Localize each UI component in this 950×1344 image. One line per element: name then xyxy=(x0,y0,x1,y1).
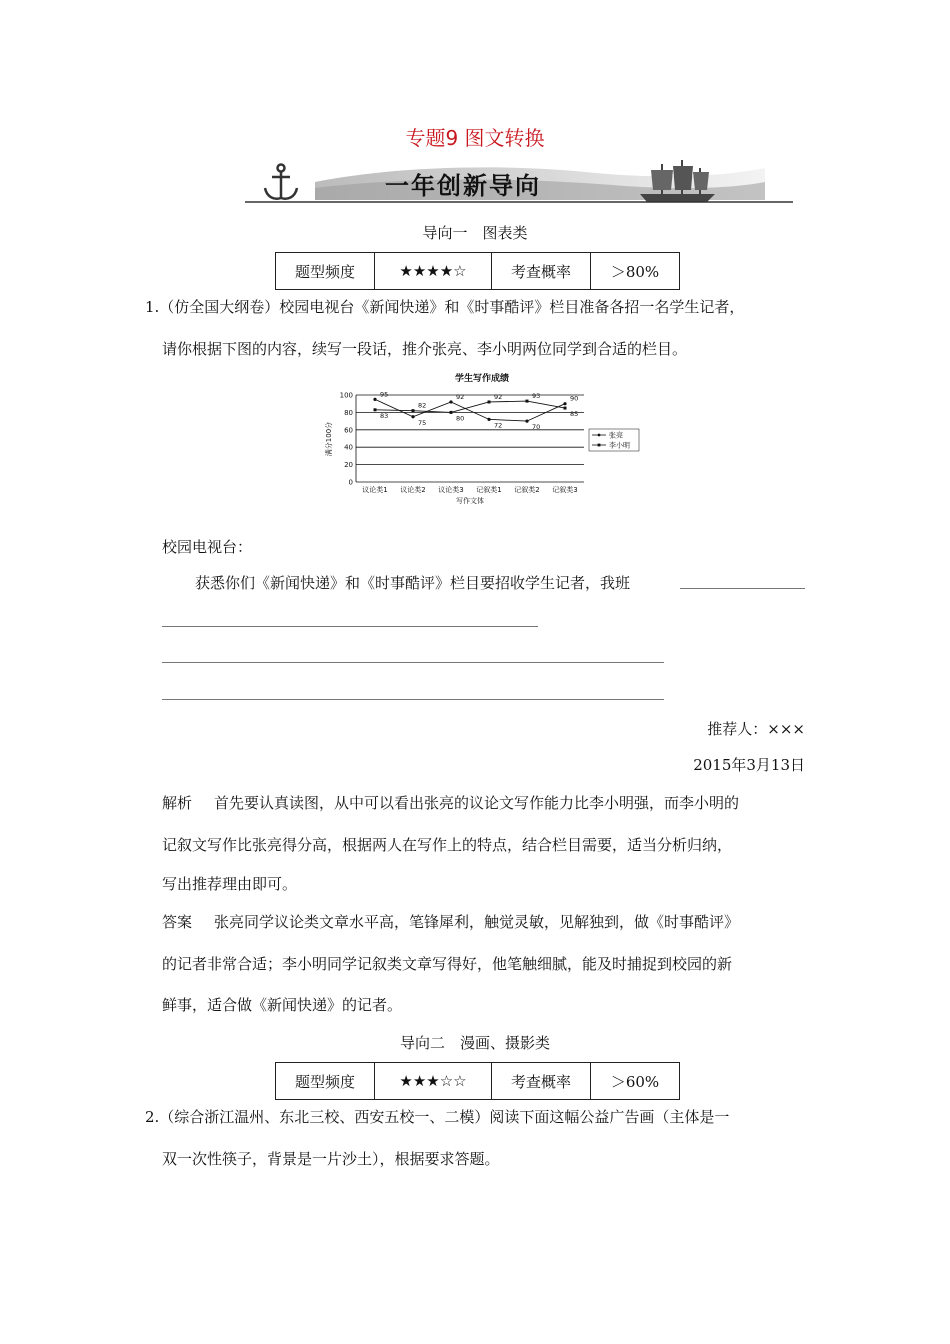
data-label: 95 xyxy=(380,390,389,399)
prob-label: 考查概率 xyxy=(492,1063,591,1100)
q2-line1: 2.（综合浙江温州、东北三校、西安五校一、二模）阅读下面这幅公益广告画（主体是一 xyxy=(145,1108,730,1126)
x-tick-label: 议论类1 xyxy=(362,486,388,494)
chart-title: 学生写作成绩 xyxy=(454,374,510,384)
y-tick-label: 40 xyxy=(344,443,353,452)
data-label: 75 xyxy=(418,418,427,427)
frequency-table-1 xyxy=(275,252,680,290)
q1-salutation: 校园电视台： xyxy=(162,538,253,556)
data-point xyxy=(526,400,529,403)
data-label: 82 xyxy=(418,401,427,410)
x-tick-label: 记叙类2 xyxy=(514,486,540,494)
x-tick-label: 记叙类1 xyxy=(476,486,502,494)
answer-blank-1[interactable] xyxy=(680,588,805,589)
freq-label: 题型频度 xyxy=(276,253,375,290)
data-point xyxy=(449,400,452,403)
answer-blank-4[interactable] xyxy=(162,699,664,700)
data-label: 90 xyxy=(570,394,579,403)
legend-series-2: 李小明 xyxy=(609,441,630,450)
page-title: 专题9 图文转换 xyxy=(405,126,545,150)
x-tick-label: 议论类2 xyxy=(400,486,426,494)
chart-legend xyxy=(589,429,639,451)
section1-heading: 导向一 图表类 xyxy=(422,224,528,242)
chart-ylabel: 满分100分 xyxy=(325,421,333,457)
q1-signature: 推荐人：××× xyxy=(707,720,805,738)
q1-line2: 请你根据下图的内容，续写一段话，推介张亮、李小明两位同学到合适的栏目。 xyxy=(162,340,688,358)
data-point xyxy=(450,411,453,414)
freq-label: 题型频度 xyxy=(276,1063,375,1100)
data-label: 72 xyxy=(494,421,503,430)
freq-stars: ★★★☆☆ xyxy=(375,1063,492,1100)
data-point xyxy=(564,407,567,410)
data-point xyxy=(563,402,566,405)
data-point xyxy=(374,408,377,411)
q1-body-start: 获悉你们《新闻快递》和《时事酷评》栏目要招收学生记者，我班 xyxy=(195,574,631,592)
legend-series-1: 张亮 xyxy=(609,431,623,440)
y-tick-label: 80 xyxy=(344,408,353,417)
frequency-table-2 xyxy=(275,1062,680,1100)
answer-label: 答案 xyxy=(162,913,193,931)
freq-stars: ★★★★☆ xyxy=(375,253,492,290)
y-tick-label: 60 xyxy=(344,426,353,435)
answer-line1: 答案 张亮同学议论类文章水平高，笔锋犀利，触觉灵敏，见解独到，做《时事酷评》 xyxy=(162,913,740,931)
prob-label: 考查概率 xyxy=(492,253,591,290)
data-point xyxy=(487,418,490,421)
analysis-line1: 解析 首先要认真读图，从中可以看出张亮的议论文写作能力比李小明强，而李小明的 xyxy=(162,794,740,812)
chart-xlabel: 写作文体 xyxy=(456,497,484,505)
banner-text: 一年创新导向 xyxy=(385,172,541,200)
data-label: 93 xyxy=(532,392,541,401)
anchor-icon xyxy=(265,165,297,199)
analysis-line2: 记叙文写作比张亮得分高，根据两人在写作上的特点，结合栏目需要，适当分析归纳， xyxy=(162,836,733,854)
data-point xyxy=(488,400,491,403)
q2-line2: 双一次性筷子，背景是一片沙土），根据要求答题。 xyxy=(162,1150,500,1168)
answer-blank-2[interactable] xyxy=(162,626,538,627)
q1-date: 2015年3月13日 xyxy=(693,756,805,774)
q1-line1: 1.（仿全国大纲卷）校园电视台《新闻快递》和《时事酷评》栏目准备各招一名学生记者， xyxy=(145,298,745,316)
section2-heading: 导向二 漫画、摄影类 xyxy=(399,1034,550,1052)
x-tick-label: 议论类3 xyxy=(438,486,464,494)
line-chart xyxy=(322,367,652,507)
y-tick-label: 20 xyxy=(344,461,353,470)
x-tick-label: 记叙类3 xyxy=(552,486,578,494)
analysis-label: 解析 xyxy=(162,794,193,812)
y-tick-label: 100 xyxy=(339,391,353,400)
y-tick-label: 0 xyxy=(348,478,353,487)
data-label: 83 xyxy=(380,411,389,420)
data-label: 80 xyxy=(456,414,465,423)
prob-value: ＞60% xyxy=(591,1063,680,1100)
data-point xyxy=(411,415,414,418)
data-label: 92 xyxy=(456,392,465,401)
data-label: 92 xyxy=(494,392,503,401)
data-label: 70 xyxy=(532,423,541,432)
analysis-line3: 写出推荐理由即可。 xyxy=(162,875,298,893)
data-point xyxy=(373,398,376,401)
data-point xyxy=(412,409,415,412)
answer-line2: 的记者非常合适；李小明同学记叙类文章写得好，他笔触细腻，能及时捕捉到校园的新 xyxy=(162,955,733,973)
data-label: 85 xyxy=(570,410,579,419)
answer-line3: 鲜事，适合做《新闻快递》的记者。 xyxy=(162,996,403,1014)
prob-value: ＞80% xyxy=(591,253,680,290)
data-point xyxy=(525,420,528,423)
answer-blank-3[interactable] xyxy=(162,662,664,663)
